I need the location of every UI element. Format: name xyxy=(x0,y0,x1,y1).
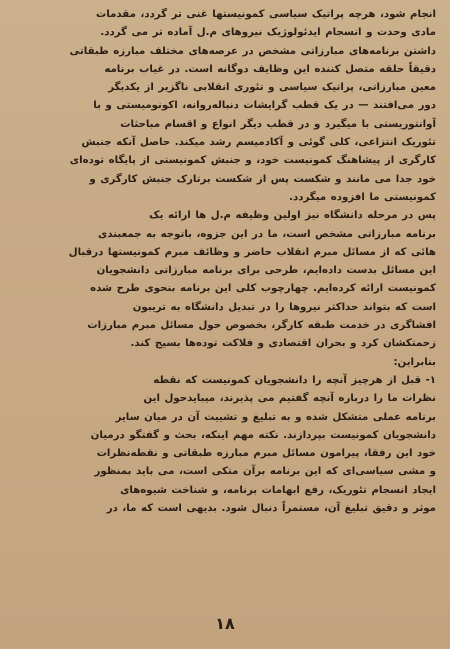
text-line: ایجاد انسجام تئوریک، رفع ابهامات برنامه، و شناخت شیوه‌های xyxy=(120,484,436,496)
text-line: این مسائل بدست داده‌ایم، طرحی برای برنامه مبارزاتی دانشجویان xyxy=(96,265,436,277)
text-line: کمونیست ارائه کرده‌ایم. چهارچوب کلی این برنامه بنحوی طرح شده xyxy=(90,283,436,295)
text-line: دقیقاً حلقه متصل کننده این وظایف دوگانه است. در غیاب برنامه xyxy=(104,63,436,75)
text-line: هائی که از مسائل مبرم انقلاب حاضر و وظائف مبرم کمونیستها درقبال xyxy=(68,246,436,258)
text-line: داشتن برنامه‌های مبارزاتی مشخص در عرصه‌های مختلف مبارزه طبقاتی xyxy=(69,45,436,57)
text-line: است که بتواند حداکثر نیروها را در تبدیل دانشگاه به تریبون xyxy=(132,301,436,313)
text-line: کارگری از پیشاهنگ کمونیست خود، و جنبش کمونیستی از پایگاه توده‌ای xyxy=(69,155,436,167)
text-line: برنامه مبارزاتی مشخص است، ما در این جزوه، باتوجه به جمعبندی xyxy=(98,228,436,240)
text-line: پس در مرحله دانشگاه نیز اولین وظیفه م.ل ها ارائه یک xyxy=(149,210,436,222)
text-line: تئوریک انتزاعی، کلی گوئی و آکادمیسم رشد میکند. حاصل آنکه جنبش xyxy=(81,137,436,149)
text-line: کمونیستی ما افزوده میگردد. xyxy=(289,191,436,203)
text-line: برنامه عملی متشکل شده و به تبلیغ و تشییت آن در میان سایر xyxy=(115,411,436,423)
text-line: انجام شود، هرچه پراتیک سیاسی کمونیستها غنی تر گردد، مقدمات xyxy=(96,9,436,20)
text-line: آوانتوریستی با میگیرد و در قطب دیگر انواع و اقسام مباحثات xyxy=(120,118,436,130)
body-text xyxy=(14,6,436,518)
text-line: خود جدا می مانند و شکست پس از شکست برتارک جنبش کارگری و xyxy=(89,173,436,185)
text-line: ۱- قبل از هرچیز آنچه را دانشجویان کمونیست که نقطه xyxy=(153,374,436,386)
text-line: زحمتکشان کرد و بحران اقتصادی و فلاکت توده‌ها بسیج کند. xyxy=(130,338,436,350)
text-line: مادی وحدت و انسجام ایدئولوژیک نیروهای م.ل آماده تر می گردد. xyxy=(100,27,436,39)
text-line: موثر و دقیق تبلیغ آن، مستمراً دنبال شود. بدیهی است که ما، در xyxy=(106,503,436,515)
text-line: افشاگری در خدمت طبقه کارگر، بخصوص حول مسائل مبرم مبارزات xyxy=(87,320,436,332)
text-line: معین مبارزاتی، پراتیک سیاسی و تئوری انقلابی ناگزیر از یکدیگر xyxy=(108,82,436,94)
text-line: نظرات ما را درباره آنچه گفتیم می پذیرند، میبایدحول این xyxy=(143,393,436,405)
text-line: دور می‌افتند — در یک قطب گرایشات دنباله‌روانه، اکونومیستی و با xyxy=(93,100,436,112)
page-number: ۱۸ xyxy=(215,614,235,633)
text-line: دانشجویان کمونیست بپردازند. نکته مهم اینکه، بحث و گفتگو درمیان xyxy=(90,429,436,441)
text-line: خود این رفقا، پیرامون مسائل مبرم مبارزه طبقاتی و نقطه‌نظرات xyxy=(96,448,436,460)
text-line: و مشی سیاسی‌ای که این برنامه برآن متکی است، می باید بمنظور xyxy=(94,466,436,478)
text-line: بنابراین: xyxy=(393,356,436,368)
